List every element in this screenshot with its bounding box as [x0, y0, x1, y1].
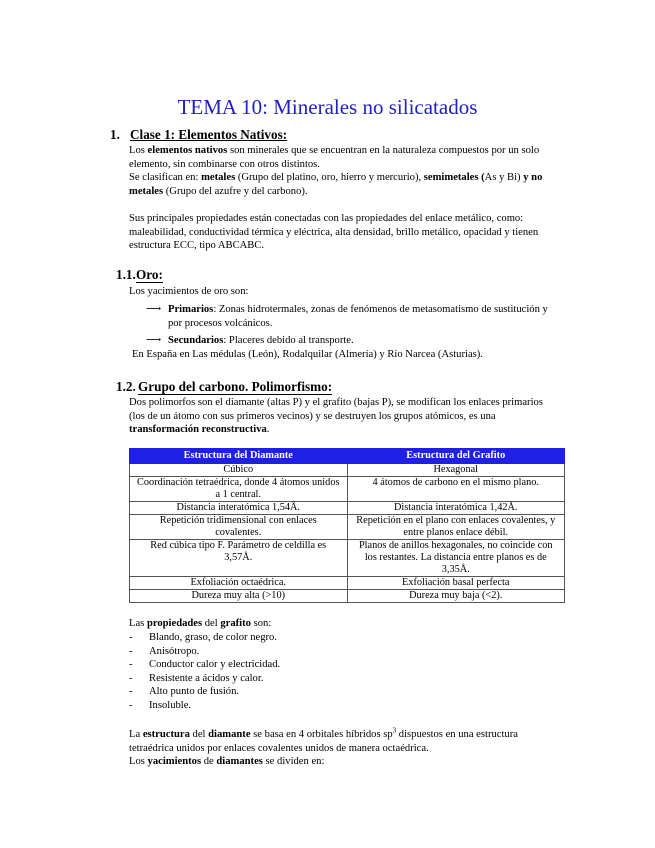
- table-cell: Coordinación tetraédrica, donde 4 átomos unidos a 1 central.: [130, 477, 348, 502]
- oro-espana: En España en Las médulas (León), Rodalquilar (Almería) y Rio Narcea (Asturias).: [132, 349, 483, 360]
- paragraph-propiedades-metalicas: Sus principales propiedades están conectadas con las propiedades del enlace metálico, como: maleabilidad, conductividad térmica y eléctrica, alta densidad, brillo metálico, opacidad y tienen estructura ECC, tipo ABCABC.: [129, 212, 539, 252]
- section-1-2-heading: [116, 379, 332, 395]
- arrow-right-icon: ⟶: [146, 335, 162, 346]
- table-cell: 4 átomos de carbono en el mismo plano.: [347, 477, 565, 502]
- oro-intro: Los yacimientos de oro son:: [129, 286, 249, 297]
- table-row: [130, 477, 565, 502]
- arrow-right-icon: ⟶: [146, 304, 162, 315]
- list-item: - Conductor calor y electricidad.: [129, 659, 281, 671]
- document-page: TEMA 10: Minerales no silicatados 1. Clase 1: Elementos Nativos: Los elementos nativos son minerales que se encuentran en la naturaleza compuestos por un solo elemento, sin combinarse con otros distintos. Se clasifican en: metales (Grupo del platino, oro, hierro y mercurio), semimetales (As y Bi) y no metales (Grupo del azufre y del carbono). Sus principales propiedades están conectadas con las propiedades del enlace metálico, como: maleabilidad, conductividad térmica y eléctrica, alta densidad, brillo metálico, opacidad y tienen estructura ECC, tipo ABCABC. 1.1.Oro: Los yacimientos de oro son: ⟶ Primarios: Zonas hidrotermales, zonas de fenómenos de metasomatismo de sustitución y por procesos volcánicos. ⟶ Secundarios: Placeres debido al transporte. En España en Las médulas (León), Rodalquilar (Almería) y Rio Narcea (Asturias). 1.2. Grupo del carbono. Polimorfismo: Dos polimorfos son el diamante (altas P) y el grafito (bajas P), se modifican los enlaces primarios (los de un átomo con sus primeros vecinos) y se destruyen los grupos atómicos, es una transformación reconstructiva. Estructura del Diamante Estructura del Grafito Cúbico Hexagonal Coordinación tetraédrica, donde 4 átomos unidos a 1 central. 4 átomos de carbono en el mismo plano. Distancia interatómica 1,54Å. Distancia interatómica 1,42Å. Repetición tridimensional con enlaces covalentes. Repetición en el plano con enlaces covalentes, y entre planos enlace débil. Red cúbica tipo F. Parámetro de celdilla es 3,57Å. Planos de anillos hexagonales, no coincide con los restantes. La distancia entre planos es de 3,35Å. Exfoliación octaédrica. Exfoliación basal perfecta Dureza muy alta (>10) Dureza muy baja (<2). Las propiedades del grafito son: - Blando, graso, de color negro. - Anisótropo. - Conductor calor y electricidad. - Resistente a ácidos y calor. - Alto punto de fusión. - Insoluble. La estructura del diamante se basa en 4 orbitales híbridos $sp^3$ dispuestos en una estructura tetraédrica unidos por enlaces covalentes unidos de manera octaédrica. Los yacimientos de diamantes se dividen en:: [0, 0, 655, 848]
- table-cell: Red cúbica tipo F. Parámetro de celdilla es 3,57Å.: [130, 540, 348, 577]
- document-title: TEMA 10: Minerales no silicatados: [177, 95, 478, 119]
- section-1-heading: [110, 127, 287, 143]
- estructura-comparison-table: [129, 448, 565, 603]
- table-row: [130, 464, 565, 477]
- diamante-paragraph: La estructura del diamante se basa en 4 orbitales híbridos $sp^3$ dispuestos en una estructura tetraédrica unidos por enlaces covalentes unidos de manera octaédrica. Los yacimientos de diamantes se dividen en:: [129, 728, 559, 769]
- table-cell: Exfoliación basal perfecta: [347, 577, 565, 590]
- section-1-1-title: Oro:: [136, 267, 163, 282]
- section-1-number: 1.: [110, 127, 120, 142]
- table-cell: Repetición tridimensional con enlaces covalentes.: [130, 515, 348, 540]
- table-row: [130, 515, 565, 540]
- table-cell: Hexagonal: [347, 464, 565, 477]
- table-cell: Cúbico: [130, 464, 348, 477]
- table-cell: Planos de anillos hexagonales, no coincide con los restantes. La distancia entre planos es de 3,35Å.: [347, 540, 565, 577]
- table-cell: Distancia interatómica 1,42Å.: [347, 502, 565, 515]
- table-cell: Repetición en el plano con enlaces covalentes, y entre planos enlace débil.: [347, 515, 565, 540]
- section-1-1-number: 1.1.: [116, 267, 136, 282]
- table-cell: Exfoliación octaédrica.: [130, 577, 348, 590]
- table-row: [130, 577, 565, 590]
- table-header-row: [130, 449, 565, 464]
- paragraph-clasificacion: Se clasifican en: metales (Grupo del platino, oro, hierro y mercurio), semimetales (As y Bi) y no metales (Grupo del azufre y del carbono).: [129, 172, 543, 197]
- table-header-grafito: Estructura del Grafito: [347, 449, 565, 464]
- list-item: - Blando, graso, de color negro.: [129, 632, 277, 643]
- list-item: - Anisótropo.: [129, 645, 200, 657]
- section-1-body: [129, 144, 559, 253]
- section-1-2-title: Grupo del carbono. Polimorfismo:: [138, 379, 333, 394]
- list-item: - Insoluble.: [129, 699, 192, 711]
- paragraph-elementos-nativos: Los elementos nativos son minerales que se encuentran en la naturaleza compuestos por un solo elemento, sin combinarse con otros distintos.: [129, 145, 540, 170]
- paragraph-polimorfos: Dos polimorfos son el diamante (altas P) y el grafito (bajas P), se modifican los enlaces primarios (los de un átomo con sus primeros vecinos) y se destruyen los grupos atómicos, es una transformación reconstructiva.: [129, 397, 543, 436]
- yacimientos-diamantes: Los yacimientos de diamantes se dividen en:: [129, 756, 325, 768]
- table-cell: Distancia interatómica 1,54Å.: [130, 502, 348, 515]
- table-row: [130, 590, 565, 603]
- section-1-1-heading: [116, 267, 163, 283]
- table-row: [130, 540, 565, 577]
- table-row: [130, 502, 565, 515]
- table-cell: Dureza muy baja (<2).: [347, 590, 565, 603]
- list-item: - Resistente a ácidos y calor.: [129, 672, 264, 684]
- table-header-diamante: Estructura del Diamante: [130, 449, 348, 464]
- list-item: - Alto punto de fusión.: [129, 686, 240, 698]
- section-1-title: Clase 1: Elementos Nativos:: [130, 127, 288, 142]
- grafito-props-list: [129, 631, 559, 713]
- grafito-props-intro: Las propiedades del grafito son:: [129, 618, 272, 629]
- section-1-2-number: 1.2.: [116, 379, 136, 394]
- section-1-2-body: [129, 396, 559, 437]
- table-cell: Dureza muy alta (>10): [130, 590, 348, 603]
